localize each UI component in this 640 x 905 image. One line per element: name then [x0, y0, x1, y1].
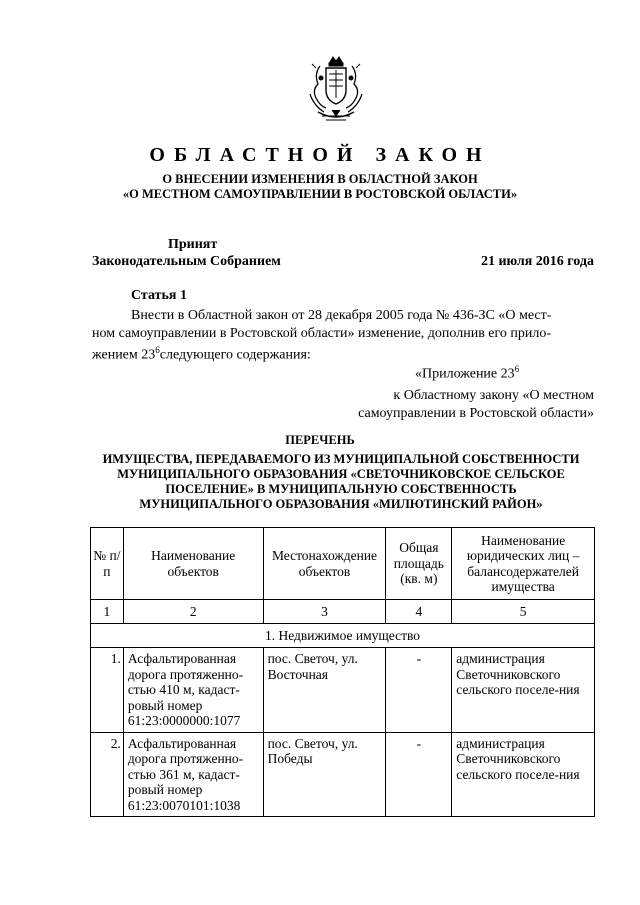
article-line-1: Внести в Областной закон от 28 декабря 2005 года № 436-ЗС «О мест-	[131, 308, 552, 323]
section-title: 1. Недвижимое имущество	[91, 624, 595, 648]
section-row	[91, 624, 595, 648]
row-name: Асфальтированная дорога протяженно-стью 361 м, кадаст-ровый номер 61:23:0070101:1038	[123, 732, 263, 817]
list-subtitle-line-2: МУНИЦИПАЛЬНОГО ОБРАЗОВАНИЯ «СВЕТОЧНИКОВСКОЕ СЕЛЬСКОЕ	[117, 467, 565, 481]
adopted-by	[92, 236, 312, 270]
list-subtitle-line-4: МУНИЦИПАЛЬНОГО ОБРАЗОВАНИЯ «МИЛЮТИНСКИЙ РАЙОН»	[139, 497, 543, 511]
appendix-line-2: самоуправлении в Ростовской области»	[358, 405, 594, 421]
column-number: 1	[91, 600, 124, 624]
list-subtitle-line-1: ИМУЩЕСТВА, ПЕРЕДАВАЕМОГО ИЗ МУНИЦИПАЛЬНОЙ СОБСТВЕННОСТИ	[102, 452, 580, 466]
row-number: 1.	[91, 648, 124, 733]
subtitle-line-2: «О МЕСТНОМ САМОУПРАВЛЕНИИ В РОСТОВСКОЙ ОБЛАСТИ»	[122, 187, 518, 201]
column-number: 2	[123, 600, 263, 624]
table-header-row	[91, 528, 595, 600]
row-name: Асфальтированная дорога протяженно-стью 410 м, кадаст-ровый номер 61:23:0000000:1077	[123, 648, 263, 733]
header-area: Общая площадь (кв. м)	[386, 528, 452, 600]
column-number: 4	[386, 600, 452, 624]
row-holder: администрация Светочниковского сельского поселе-ния	[452, 732, 595, 817]
coat-of-arms-icon	[296, 54, 376, 130]
article-line-3-post: следующего содержания:	[159, 347, 311, 363]
appendix-header	[330, 361, 594, 422]
column-number-row	[91, 600, 595, 624]
appendix-title-text: «Приложение 23	[415, 366, 515, 382]
appendix-line-1: к Областному закону «О местном	[393, 388, 594, 404]
list-subtitle	[76, 452, 606, 512]
law-subtitle	[60, 172, 580, 202]
article-text	[92, 307, 594, 364]
header-num: № п/п	[91, 528, 124, 600]
subtitle-line-1: О ВНЕСЕНИИ ИЗМЕНЕНИЯ В ОБЛАСТНОЙ ЗАКОН	[162, 172, 478, 186]
row-location: пос. Светоч, ул. Восточная	[263, 648, 386, 733]
law-title: ОБЛАСТНОЙ ЗАКОН	[149, 144, 491, 166]
column-number: 3	[263, 600, 386, 624]
header-location: Местонахождение объектов	[263, 528, 386, 600]
row-number: 2.	[91, 732, 124, 817]
appendix-title	[330, 361, 594, 383]
row-area: -	[386, 648, 452, 733]
row-holder: администрация Светочниковского сельского поселе-ния	[452, 648, 595, 733]
appendix-title-sup: 6	[514, 364, 520, 374]
table-row	[91, 648, 595, 733]
article-line-3-sup: 6	[155, 345, 160, 355]
column-number: 5	[452, 600, 595, 624]
header-holder: Наименование юридических лиц – балансодержателей имущества	[452, 528, 595, 600]
adopted-date: 21 июля 2016 года	[480, 254, 594, 269]
list-title: ПЕРЕЧЕНЬ	[285, 433, 355, 447]
article-line-2: ном самоуправлении в Ростовской области» изменение, дополнив его прило-	[92, 325, 552, 341]
list-subtitle-line-3: ПОСЕЛЕНИЕ» В МУНИЦИПАЛЬНУЮ СОБСТВЕННОСТЬ	[165, 482, 517, 496]
table-row	[91, 732, 595, 817]
row-location: пос. Светоч, ул. Победы	[263, 732, 386, 817]
property-table	[90, 527, 595, 817]
adopted-body: Законодательным Собранием	[92, 254, 281, 269]
row-area: -	[386, 732, 452, 817]
adopted-label: Принят	[168, 237, 218, 252]
article-line-3-pre: жением 23	[92, 347, 156, 363]
article-heading: Статья 1	[131, 288, 187, 303]
header-name: Наименование объектов	[123, 528, 263, 600]
